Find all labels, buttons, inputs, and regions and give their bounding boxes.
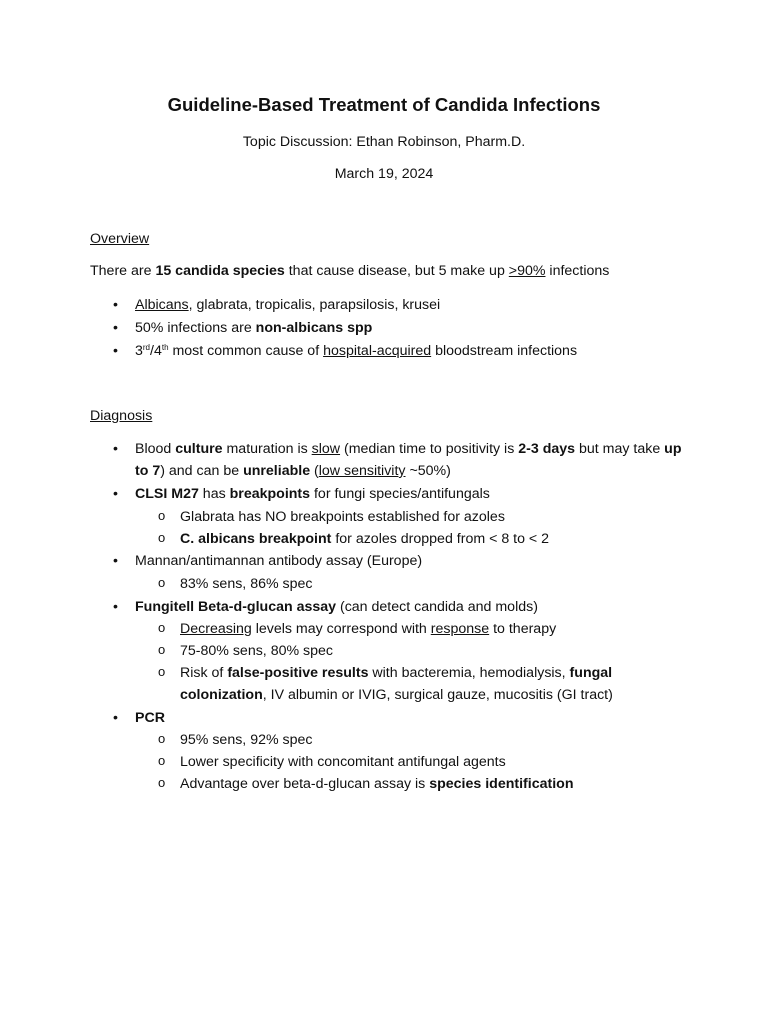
sub-list-item: o Advantage over beta-d-glucan assay is species identification [180, 773, 680, 795]
author-line: Topic Discussion: Ethan Robinson, Pharm.D. [242, 134, 526, 150]
list-item: • Albicans, glabrata, tropicalis, parapsilosis, krusei [135, 294, 695, 316]
list-item: • Fungitell Beta-d-glucan assay (can detect candida and molds) [135, 596, 695, 618]
sub-list-item: o Risk of false-positive results with bacteremia, hemodialysis, fungal colonization, IV albumin or IVIG, surgical gauze, mucositis (GI tract) [180, 662, 680, 706]
overview-intro: There are 15 candida species that cause disease, but 5 make up >90% infections [90, 263, 610, 279]
sub-list-item: o 75-80% sens, 80% spec [180, 640, 680, 662]
list-item: • CLSI M27 has breakpoints for fungi species/antifungals [135, 483, 695, 505]
date-line: March 19, 2024 [334, 166, 434, 182]
list-item: • 3rd/4th most common cause of hospital-acquired bloodstream infections [135, 340, 695, 362]
sub-list-item: o C. albicans breakpoint for azoles dropped from < 8 to < 2 [180, 528, 680, 550]
diagnosis-heading: Diagnosis [90, 408, 153, 424]
list-item: • Blood culture maturation is slow (median time to positivity is 2-3 days but may take up to 7) and can be unreliable (low sensitivity ~50%) [135, 438, 695, 482]
sub-list-item: o 95% sens, 92% spec [180, 729, 680, 751]
overview-heading: Overview [90, 231, 150, 247]
list-item: • PCR [135, 707, 695, 729]
list-item: • 50% infections are non-albicans spp [135, 317, 695, 339]
document-title: Guideline-Based Treatment of Candida Infections [167, 94, 601, 115]
sub-list-item: o 83% sens, 86% spec [180, 573, 680, 595]
sub-list-item: o Lower specificity with concomitant antifungal agents [180, 751, 680, 773]
sub-list-item: o Glabrata has NO breakpoints established for azoles [180, 506, 680, 528]
list-item: • Mannan/antimannan antibody assay (Europe) [135, 550, 695, 572]
sub-list-item: o Decreasing levels may correspond with response to therapy [180, 618, 680, 640]
